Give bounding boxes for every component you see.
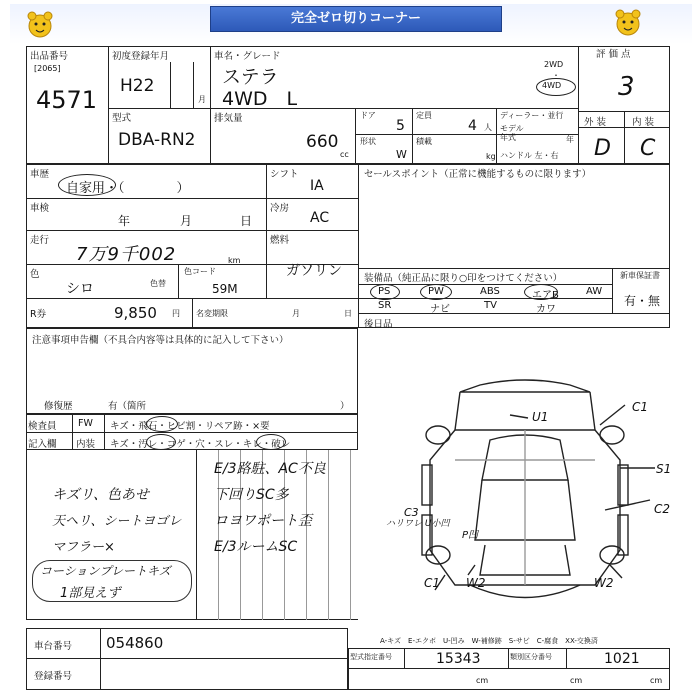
equip-tv: TV <box>484 300 497 311</box>
mileage-label: 走行 <box>30 235 50 246</box>
mark-w2-left: W2 <box>466 576 486 590</box>
notice-month: 月 <box>292 309 300 318</box>
color-label: 色 <box>30 269 40 280</box>
equip-abs: ABS <box>480 286 500 297</box>
rating-label: 評 価 点 <box>596 49 631 60</box>
note-left-2: 天ヘリ、シートヨゴレ <box>52 514 182 529</box>
handle-label: ハンドル 左・右 <box>500 151 559 160</box>
shape-value: W <box>396 148 407 161</box>
mark-c3: C3 <box>404 506 419 519</box>
equip-navi: ナビ <box>430 304 450 315</box>
caution-label: 注意事項申告欄（不具合内容等は具体的に記入して下さい） <box>32 335 289 346</box>
inspection-month: 月 <box>180 214 193 228</box>
inspection-day: 日 <box>240 214 253 228</box>
model-label: 型式 <box>112 113 132 124</box>
equip-sr: SR <box>378 300 392 311</box>
doors-value: 5 <box>396 118 405 134</box>
check-int: 内装 <box>76 439 96 450</box>
drive-dot: ・ <box>552 71 560 80</box>
repair-label: 修復歴 <box>44 401 73 412</box>
ac-value: AC <box>310 210 330 226</box>
mileage-value: 7万9千002 <box>76 244 177 265</box>
first-reg-label: 初度登録年月 <box>112 51 170 62</box>
mark-p-note: P凹 <box>462 530 479 541</box>
inspection-label: 車検 <box>30 203 50 214</box>
capacity-unit: 人 <box>484 123 492 132</box>
note-right-3: ロヨワポート歪 <box>214 513 312 529</box>
equip-leather: カワ <box>536 304 556 315</box>
mark-u1: U1 <box>532 410 549 424</box>
warranty-label: 新車保証書 <box>620 271 660 280</box>
ac-label: 冷房 <box>270 203 290 214</box>
shift-value: IA <box>310 178 324 194</box>
dim-cm-1: cm <box>476 676 489 685</box>
chassis-block <box>26 628 348 690</box>
rating-int-label: 内 装 <box>632 117 655 128</box>
first-reg-era: H22 <box>120 76 155 96</box>
vehicle-ref-label: 型式指定番号 <box>350 653 392 661</box>
check-entry: 記入欄 <box>28 439 57 450</box>
later-parts-label: 後日品 <box>364 319 393 330</box>
rating-ext: D <box>594 136 611 161</box>
displacement-unit: cc <box>340 150 349 159</box>
notice-label: 名変期限 <box>196 309 228 318</box>
vehicle-ref-value: 15343 <box>436 651 481 667</box>
shift-label: シフト <box>270 169 299 180</box>
mascot-left-icon <box>24 8 56 44</box>
first-reg-month-unit: 月 <box>198 95 206 104</box>
color-change-label: 色替 <box>150 279 166 288</box>
displacement-label: 排気量 <box>214 113 243 124</box>
repair-value: 有（箇所 <box>108 401 147 412</box>
car-label: 車名・グレード <box>214 51 281 62</box>
color-code-label: 色コード <box>184 267 216 276</box>
mark-c1-bottom: C1 <box>424 576 441 590</box>
load-label: 積載 <box>416 137 432 146</box>
dealer-model-year: モデル年式 <box>500 124 524 142</box>
mark-c2: C2 <box>654 502 671 516</box>
fuel-label: 燃料 <box>270 235 290 246</box>
capacity-label: 定員 <box>416 111 432 120</box>
mark-c1-top: C1 <box>632 400 649 414</box>
note-left-1: キズリ、色あせ <box>52 487 150 503</box>
equip-airbag: エアB <box>532 290 559 301</box>
note-right-2: 下回りSC多 <box>214 487 289 503</box>
dim-cm-3: cm <box>650 676 663 685</box>
repair-close: ） <box>340 401 350 412</box>
color-value: シロ <box>66 281 94 297</box>
vehicle-class-value: 1021 <box>604 651 640 667</box>
rating-int: C <box>640 136 656 161</box>
displacement-value: 660 <box>306 132 339 152</box>
fuel-value: ガソリン <box>286 263 342 279</box>
note-right-4: E/3ルームSC <box>214 539 298 555</box>
dealer-year-unit: 年 <box>566 135 574 144</box>
equip-aw: AW <box>586 286 603 297</box>
recycle-value: 9,850 <box>114 304 157 322</box>
note-left-3: マフラー× <box>52 540 115 555</box>
rating-ext-label: 外 装 <box>584 117 607 128</box>
load-unit: kg <box>486 152 496 161</box>
lot-sub: [2065] <box>34 64 61 73</box>
color-code: 59M <box>212 282 238 296</box>
drive-2wd: 2WD <box>544 60 564 69</box>
equipment-label: 装備品（純正品に限り○印をつけてください） <box>364 273 563 284</box>
vehicle-class-label: 類別区分番号 <box>510 653 552 661</box>
lot-number: 4571 <box>36 86 98 114</box>
check-label: 検査員 <box>28 421 57 432</box>
mileage-unit: km <box>228 256 241 265</box>
sales-point-label: セールスポイント（正常に機能するものに限ります） <box>364 169 592 180</box>
equip-pw: PW <box>428 286 444 297</box>
note-left-4: コーションプレートキズ <box>40 564 171 578</box>
warranty-value: 有・無 <box>624 294 661 308</box>
registration-label: 登録番号 <box>34 671 73 682</box>
note-right-1: E/3路駐、AC不良 <box>214 461 326 477</box>
caution-plate-bracket <box>32 560 192 602</box>
doors-label: ドア <box>360 111 376 120</box>
recycle-unit: 円 <box>172 309 180 318</box>
model-value: DBA-RN2 <box>118 130 196 150</box>
recycle-label: R券 <box>30 309 47 320</box>
chassis-label: 車台番号 <box>34 641 73 652</box>
shape-label: 形状 <box>360 137 376 146</box>
car-grade: 4WD L <box>222 88 298 110</box>
mascot-right-icon <box>612 6 644 42</box>
mark-s1: S1 <box>656 462 672 476</box>
car-name: ステラ <box>222 66 279 88</box>
damage-legend: A-キズ E-エクボ U-凹み W-補修跡 S-サビ C-腐食 XX-交換済 <box>380 637 598 645</box>
dealer-label: ディーラー・並行 <box>500 111 564 120</box>
check-int-items: キズ・汚レ・コゲ・穴・スレ・キレ・破レ <box>110 439 291 450</box>
inspection-year: 年 <box>118 214 131 228</box>
banner-title: 完全ゼロ切りコーナー <box>210 6 502 32</box>
drive-4wd: 4WD <box>542 81 562 90</box>
equip-ps: PS <box>378 286 391 297</box>
capacity-value: 4 <box>468 118 477 134</box>
dim-cm-2: cm <box>570 676 583 685</box>
usage-label: 車歴 <box>30 169 50 180</box>
rating-score: 3 <box>618 72 635 102</box>
usage-value: 自家用・（ ） <box>66 181 190 196</box>
check-fw-items: キズ・飛石・ヒビ割・リペア跡・×要 <box>110 421 270 432</box>
notice-day: 日 <box>344 309 352 318</box>
note-left-5: 1部見えず <box>60 586 121 601</box>
mark-w2-right: W2 <box>594 576 614 590</box>
chassis-value: 054860 <box>106 634 164 652</box>
mark-side-note: ハリワレ U小凹 <box>386 519 450 529</box>
lot-label: 出品番号 <box>30 51 69 62</box>
check-fw: FW <box>78 418 93 429</box>
